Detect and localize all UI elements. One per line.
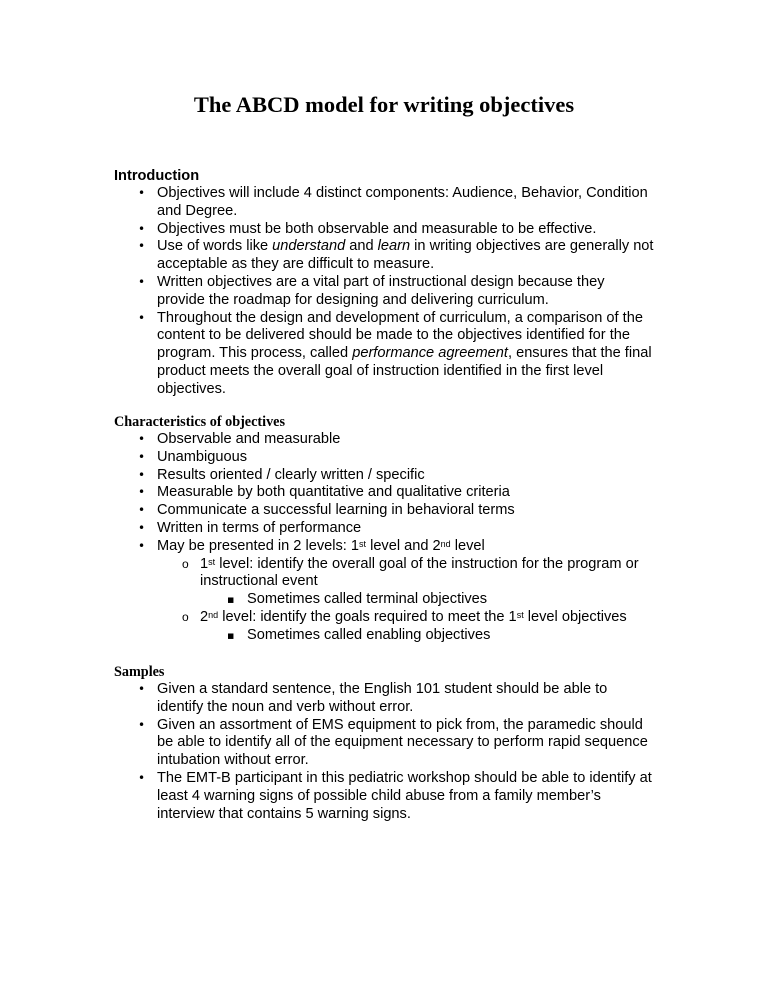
list-item: • Observable and measurable [114,431,654,449]
introduction-section [114,167,654,399]
list-item: o 2nd level: identify the goals required to meet the 1st level objectives ▪ Sometimes called enabling objectives [157,609,654,645]
list-item: o 1st level: identify the overall goal of the instruction for the program or instructional event ▪ Sometimes called terminal objectives [157,556,654,609]
list-item: • Written objectives are a vital part of instructional design because they provide the roadmap for designing and delivering curriculum. [114,274,654,310]
samples-list [114,681,654,823]
list-item: • Communicate a successful learning in behavioral terms [114,502,654,520]
list-item: • Unambiguous [114,449,654,467]
list-item: • Given a standard sentence, the English 101 student should be able to identify the noun and verb without error. [114,681,654,717]
list-item: ▪ Sometimes called enabling objectives [200,627,654,645]
list-item: ▪ Sometimes called terminal objectives [200,591,654,609]
list-item: • Measurable by both quantitative and qualitative criteria [114,484,654,502]
list-item: • Objectives will include 4 distinct components: Audience, Behavior, Condition and Degree. [114,185,654,221]
list-item: • Objectives must be both observable and measurable to be effective. [114,221,654,239]
document-title: The ABCD model for writing objectives [193,92,575,117]
levels-sublist [157,556,654,645]
list-item: • Use of words like understand and learn in writing objectives are generally not acceptable as they are difficult to measure. [114,238,654,274]
list-item: • The EMT-B participant in this pediatric workshop should be able to identify at least 4 warning signs of possible child abuse from a family member’s interview that contains 5 warning signs. [114,770,654,823]
characteristics-section [114,413,654,645]
list-item: • Results oriented / clearly written / specific [114,467,654,485]
list-item: • May be presented in 2 levels: 1st level and 2nd level o 1st level: identify the overall goal of the instruction for the program or instructional event ▪ Sometimes called terminal objectives o 2nd level: identify the goals required to meet the 1st level objectives ▪ Sometimes called enabling objectives [114,538,654,645]
introduction-list [114,185,654,399]
list-item: • Throughout the design and development of curriculum, a comparison of the content to be delivered should be made to the objectives identified for the program. This process, called performance agreement, ensures that the final product meets the overall goal of instruction identified in the first level objectives. [114,310,654,399]
list-item: • Given an assortment of EMS equipment to pick from, the paramedic should be able to identify all of the equipment necessary to perform rapid sequence intubation without error. [114,717,654,770]
samples-section [114,663,654,823]
characteristics-heading: Characteristics of objectives [114,414,285,430]
introduction-heading: Introduction [114,168,200,184]
list-item: • Written in terms of performance [114,520,654,538]
characteristics-list [114,431,654,645]
samples-heading: Samples [114,664,165,680]
